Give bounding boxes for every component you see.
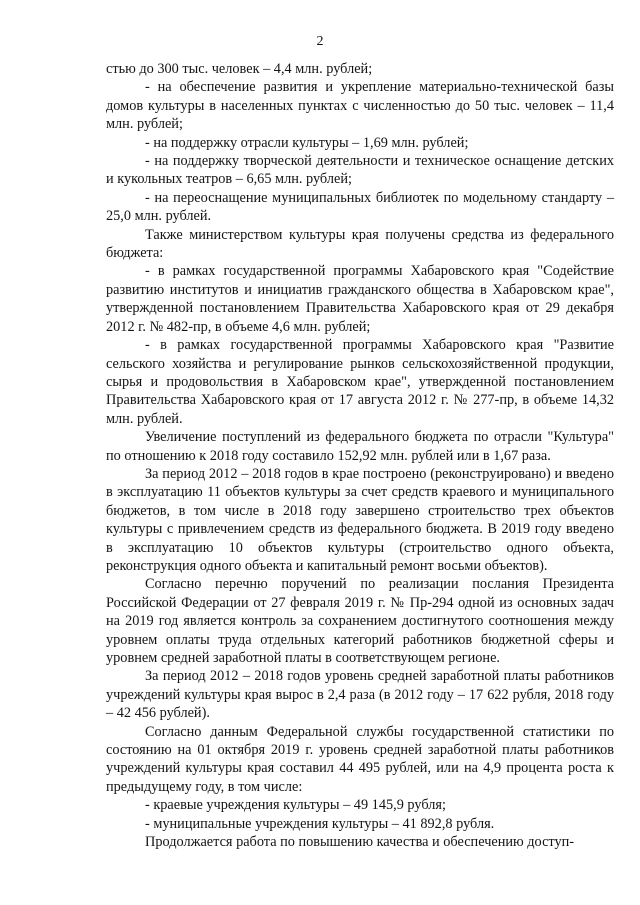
paragraph-continuation: стью до 300 тыс. человек – 4,4 млн. рублей; xyxy=(106,61,373,77)
paragraph-federal-funds: Также министерством культуры края получены средства из федерального бюджета: xyxy=(106,226,614,262)
list-item-agriculture-program: - в рамках государственной программы Хабаровского края "Развитие сельского хозяйства и регулирование рынков сельскохозяйственной продукции, сырья и продовольствия в Хабаровском крае", утвержденной постановлением Правительства Хабаровского края от 17 августа 2012 г. № 277-пр, в объеме 14,32 млн. рублей. xyxy=(106,337,614,427)
paragraph-ongoing-work: Продолжается работа по повышению качества и обеспечению доступ- xyxy=(145,834,575,851)
list-item-civil-society-program: - в рамках государственной программы Хабаровского края "Содействие развитию институтов и инициатив гражданского общества в Хабаровском крае", утвержденной постановлением Правительства Хабаровского края от 29 декабря 2012 г. № 482-пр, в объеме 4,6 млн. рублей; xyxy=(106,263,614,335)
list-item-municipal-institutions: - муниципальные учреждения культуры – 41 892,8 рубля. xyxy=(145,815,495,832)
paragraph-presidential-instructions: Согласно перечню поручений по реализации послания Президента Российской Федерации от 27 февраля 2019 г. № Пр-294 одной из основных задач на 2019 год является контроль за сохранением достигнутого соотношения между уровнем оплаты труда отдельных категорий работников бюджетной сферы и уровнем средней заработной платы в соответствующем регионе. xyxy=(106,576,614,666)
list-item-libraries: - на переоснащение муниципальных библиотек по модельному стандарту – 25,0 млн. рублей. xyxy=(106,189,614,225)
paragraph-construction: За период 2012 – 2018 годов в крае построено (реконструировано) и введено в эксплуатацию 11 объектов культуры за счет средств краевого и муниципального бюджетов, в том числе в 2018 году завершено строительство трех объектов культуры с привлечением средств из федерального бюджета. В 2019 году введено в эксплуатацию 10 объектов культуры (строительство одного объекта, реконструкция одного объекта и капитальный ремонт восьми объектов). xyxy=(106,465,614,574)
paragraph-federal-increase: Увеличение поступлений из федерального бюджета по отрасли "Культура" по отношению к 2018 году составило 152,92 млн. рублей или в 1,67 раза. xyxy=(106,429,614,464)
list-item-houses-of-culture: - на обеспечение развития и укрепление материально-технической базы домов культуры в населенных пунктах с численностью до 50 тыс. человек – 11,4 млн. рублей; xyxy=(106,79,614,133)
paragraph-statistics: Согласно данным Федеральной службы государственной статистики по состоянию на 01 октября 2019 г. уровень средней заработной платы работников учреждений культуры края составил 44 495 рублей, или на 4,9 процента роста к предыдущему году, в том числе: xyxy=(106,723,614,795)
list-item-theatres: - на поддержку творческой деятельности и техническое оснащение детских и кукольных театров – 6,65 млн. рублей; xyxy=(106,153,614,188)
paragraph-salary-growth: За период 2012 – 2018 годов уровень средней заработной платы работников учреждений культуры края вырос в 2,4 раза (в 2012 году – 17 622 рубля, 2018 году – 42 456 рублей). xyxy=(106,668,614,722)
document-body xyxy=(106,60,614,851)
page-number: 2 xyxy=(316,34,324,49)
list-item-culture-support: - на поддержку отрасли культуры – 1,69 млн. рублей; xyxy=(145,134,469,151)
list-item-regional-institutions: - краевые учреждения культуры – 49 145,9 рубля; xyxy=(145,797,446,814)
